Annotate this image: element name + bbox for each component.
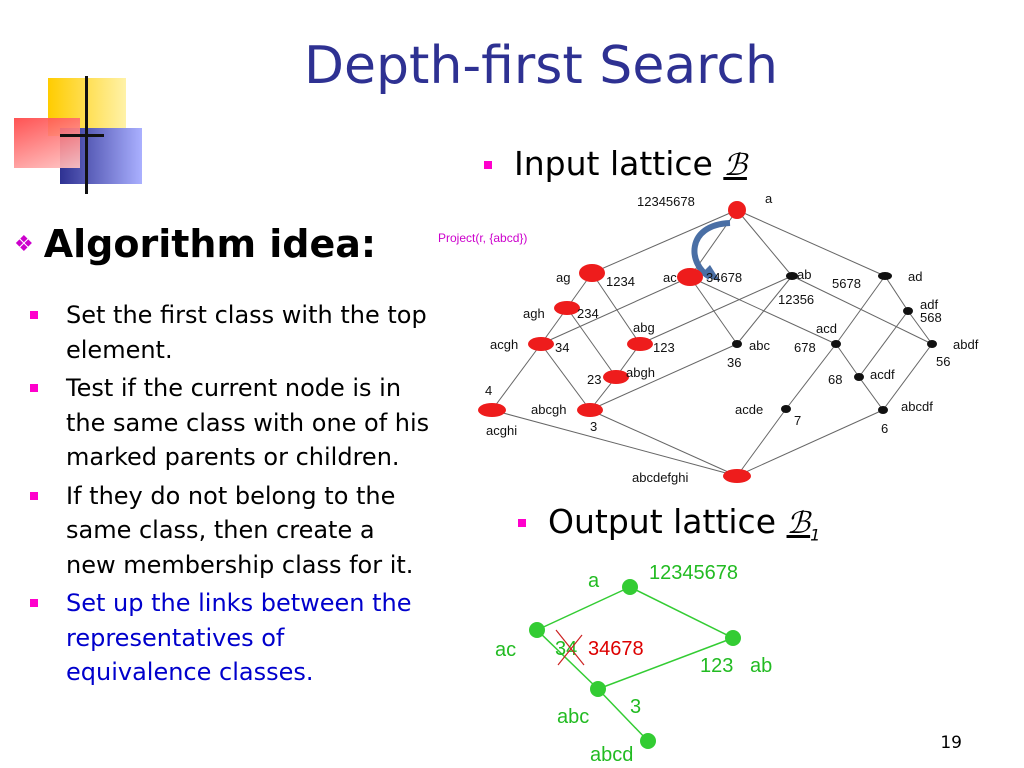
node-acd <box>831 340 841 348</box>
node-label: 36 <box>727 355 742 370</box>
lattice-subscript: 1 <box>810 525 821 545</box>
node-label: acghi <box>486 423 518 438</box>
square-bullet-icon <box>30 599 38 607</box>
node-label: 12345678 <box>649 562 738 584</box>
bullet-text: If they do not belong to the same class, then create a new membership class for it. <box>66 481 414 579</box>
node-label: 56 <box>936 354 951 369</box>
node-label: 34 <box>555 638 578 660</box>
node-label: abdf <box>953 337 979 352</box>
node-label: acde <box>735 402 764 417</box>
node-acghi <box>478 403 506 417</box>
node-label: 1234 <box>606 274 635 289</box>
lattice-nodes <box>478 201 937 483</box>
square-bullet-icon <box>518 519 526 527</box>
node-label: ag <box>556 270 571 285</box>
node-acde <box>781 405 791 413</box>
bullet-item <box>30 298 430 367</box>
node-label: 34678 <box>706 270 743 285</box>
node-label: ac <box>663 270 677 285</box>
node-label: 234 <box>577 306 599 321</box>
square-bullet-icon <box>484 161 492 169</box>
node-label: adf <box>920 297 939 312</box>
algorithm-heading <box>14 222 376 266</box>
node-adf <box>903 307 913 315</box>
algorithm-heading-text: Algorithm idea: <box>43 222 377 266</box>
node-ac <box>529 622 545 638</box>
node-label: ac <box>495 639 517 661</box>
node-abcd <box>640 733 656 749</box>
node-label: 12356 <box>778 292 815 307</box>
node-label: acd <box>816 321 837 336</box>
horizontal-rule <box>60 134 104 137</box>
node-label: ad <box>908 269 923 284</box>
output-lattice-text: Output lattice <box>548 502 777 541</box>
node-label: 68 <box>828 372 843 387</box>
node-label: 123 <box>700 655 734 677</box>
lattice-symbol: ℬ <box>786 506 811 541</box>
node-label: 3 <box>590 419 598 434</box>
node-label: 6 <box>881 421 889 436</box>
node-label: 568 <box>920 310 942 325</box>
node-label: 4 <box>485 383 493 398</box>
node-label: 123 <box>653 340 675 355</box>
node-ab <box>725 630 741 646</box>
node-label: a <box>765 191 773 206</box>
node-ac <box>677 268 703 286</box>
square-bullet-icon <box>30 384 38 392</box>
lattice-labels <box>438 191 979 485</box>
node-label: abc <box>749 338 770 353</box>
node-label: a <box>588 570 600 592</box>
node-label: 34 <box>555 340 570 355</box>
node-abcgh <box>577 403 603 417</box>
red-block <box>14 118 80 168</box>
node-abg <box>627 337 653 351</box>
annotation-text: Project(r, {abcd}) <box>438 231 528 245</box>
node-abdf <box>927 340 937 348</box>
node-abc <box>590 681 606 697</box>
node-label: acgh <box>490 337 519 352</box>
bullet-item <box>30 586 430 690</box>
node-label: ab <box>797 267 812 282</box>
node-acgh <box>528 337 554 351</box>
node-top <box>728 201 746 219</box>
bullet-item <box>30 479 430 583</box>
node-abcdf <box>878 406 888 414</box>
node-a <box>622 579 638 595</box>
node-label: abcd <box>590 744 634 766</box>
node-label: 5678 <box>832 276 861 291</box>
node-label: 678 <box>794 340 816 355</box>
lattice-symbol: ℬ <box>723 148 747 183</box>
bullet-text: Test if the current node is in the same class with one of his marked parents or children. <box>66 374 430 471</box>
bullet-text: Set the first class with the top element. <box>66 301 427 364</box>
node-label: acdf <box>870 367 895 382</box>
node-label: abcdefghi <box>632 470 689 485</box>
node-label: abgh <box>626 365 655 380</box>
replacement-label: 34678 <box>588 638 644 660</box>
bullet-item <box>30 371 430 475</box>
output-lattice-label <box>518 502 820 545</box>
slide-title: Depth-first Search <box>304 36 778 96</box>
input-lattice-text: Input lattice <box>514 144 713 183</box>
bullet-text: Set up the links between the representatives of equivalence classes. <box>66 589 412 686</box>
node-label: abcgh <box>531 402 567 417</box>
input-lattice-diagram <box>430 185 1000 495</box>
square-bullet-icon <box>30 311 38 319</box>
node-acdf <box>854 373 864 381</box>
node-label: ab <box>750 655 773 677</box>
output-lattice-diagram <box>480 555 820 768</box>
node-label: abg <box>633 320 655 335</box>
slide-number: 19 <box>940 733 962 753</box>
node-label: 12345678 <box>637 194 695 209</box>
node-abc <box>732 340 742 348</box>
square-bullet-icon <box>30 492 38 500</box>
title-decoration <box>0 0 160 200</box>
algorithm-bullets <box>30 298 430 694</box>
node-ag <box>579 264 605 282</box>
node-label: agh <box>523 306 545 321</box>
node-bottom <box>723 469 751 483</box>
node-label: 23 <box>587 372 602 387</box>
diamond-bullet-icon: ❖ <box>14 232 34 257</box>
input-lattice-label <box>484 144 747 183</box>
node-ad <box>878 272 892 280</box>
node-label: abc <box>557 706 590 728</box>
node-label: 7 <box>794 413 802 428</box>
node-label: 3 <box>630 696 642 718</box>
node-label: abcdf <box>901 399 933 414</box>
